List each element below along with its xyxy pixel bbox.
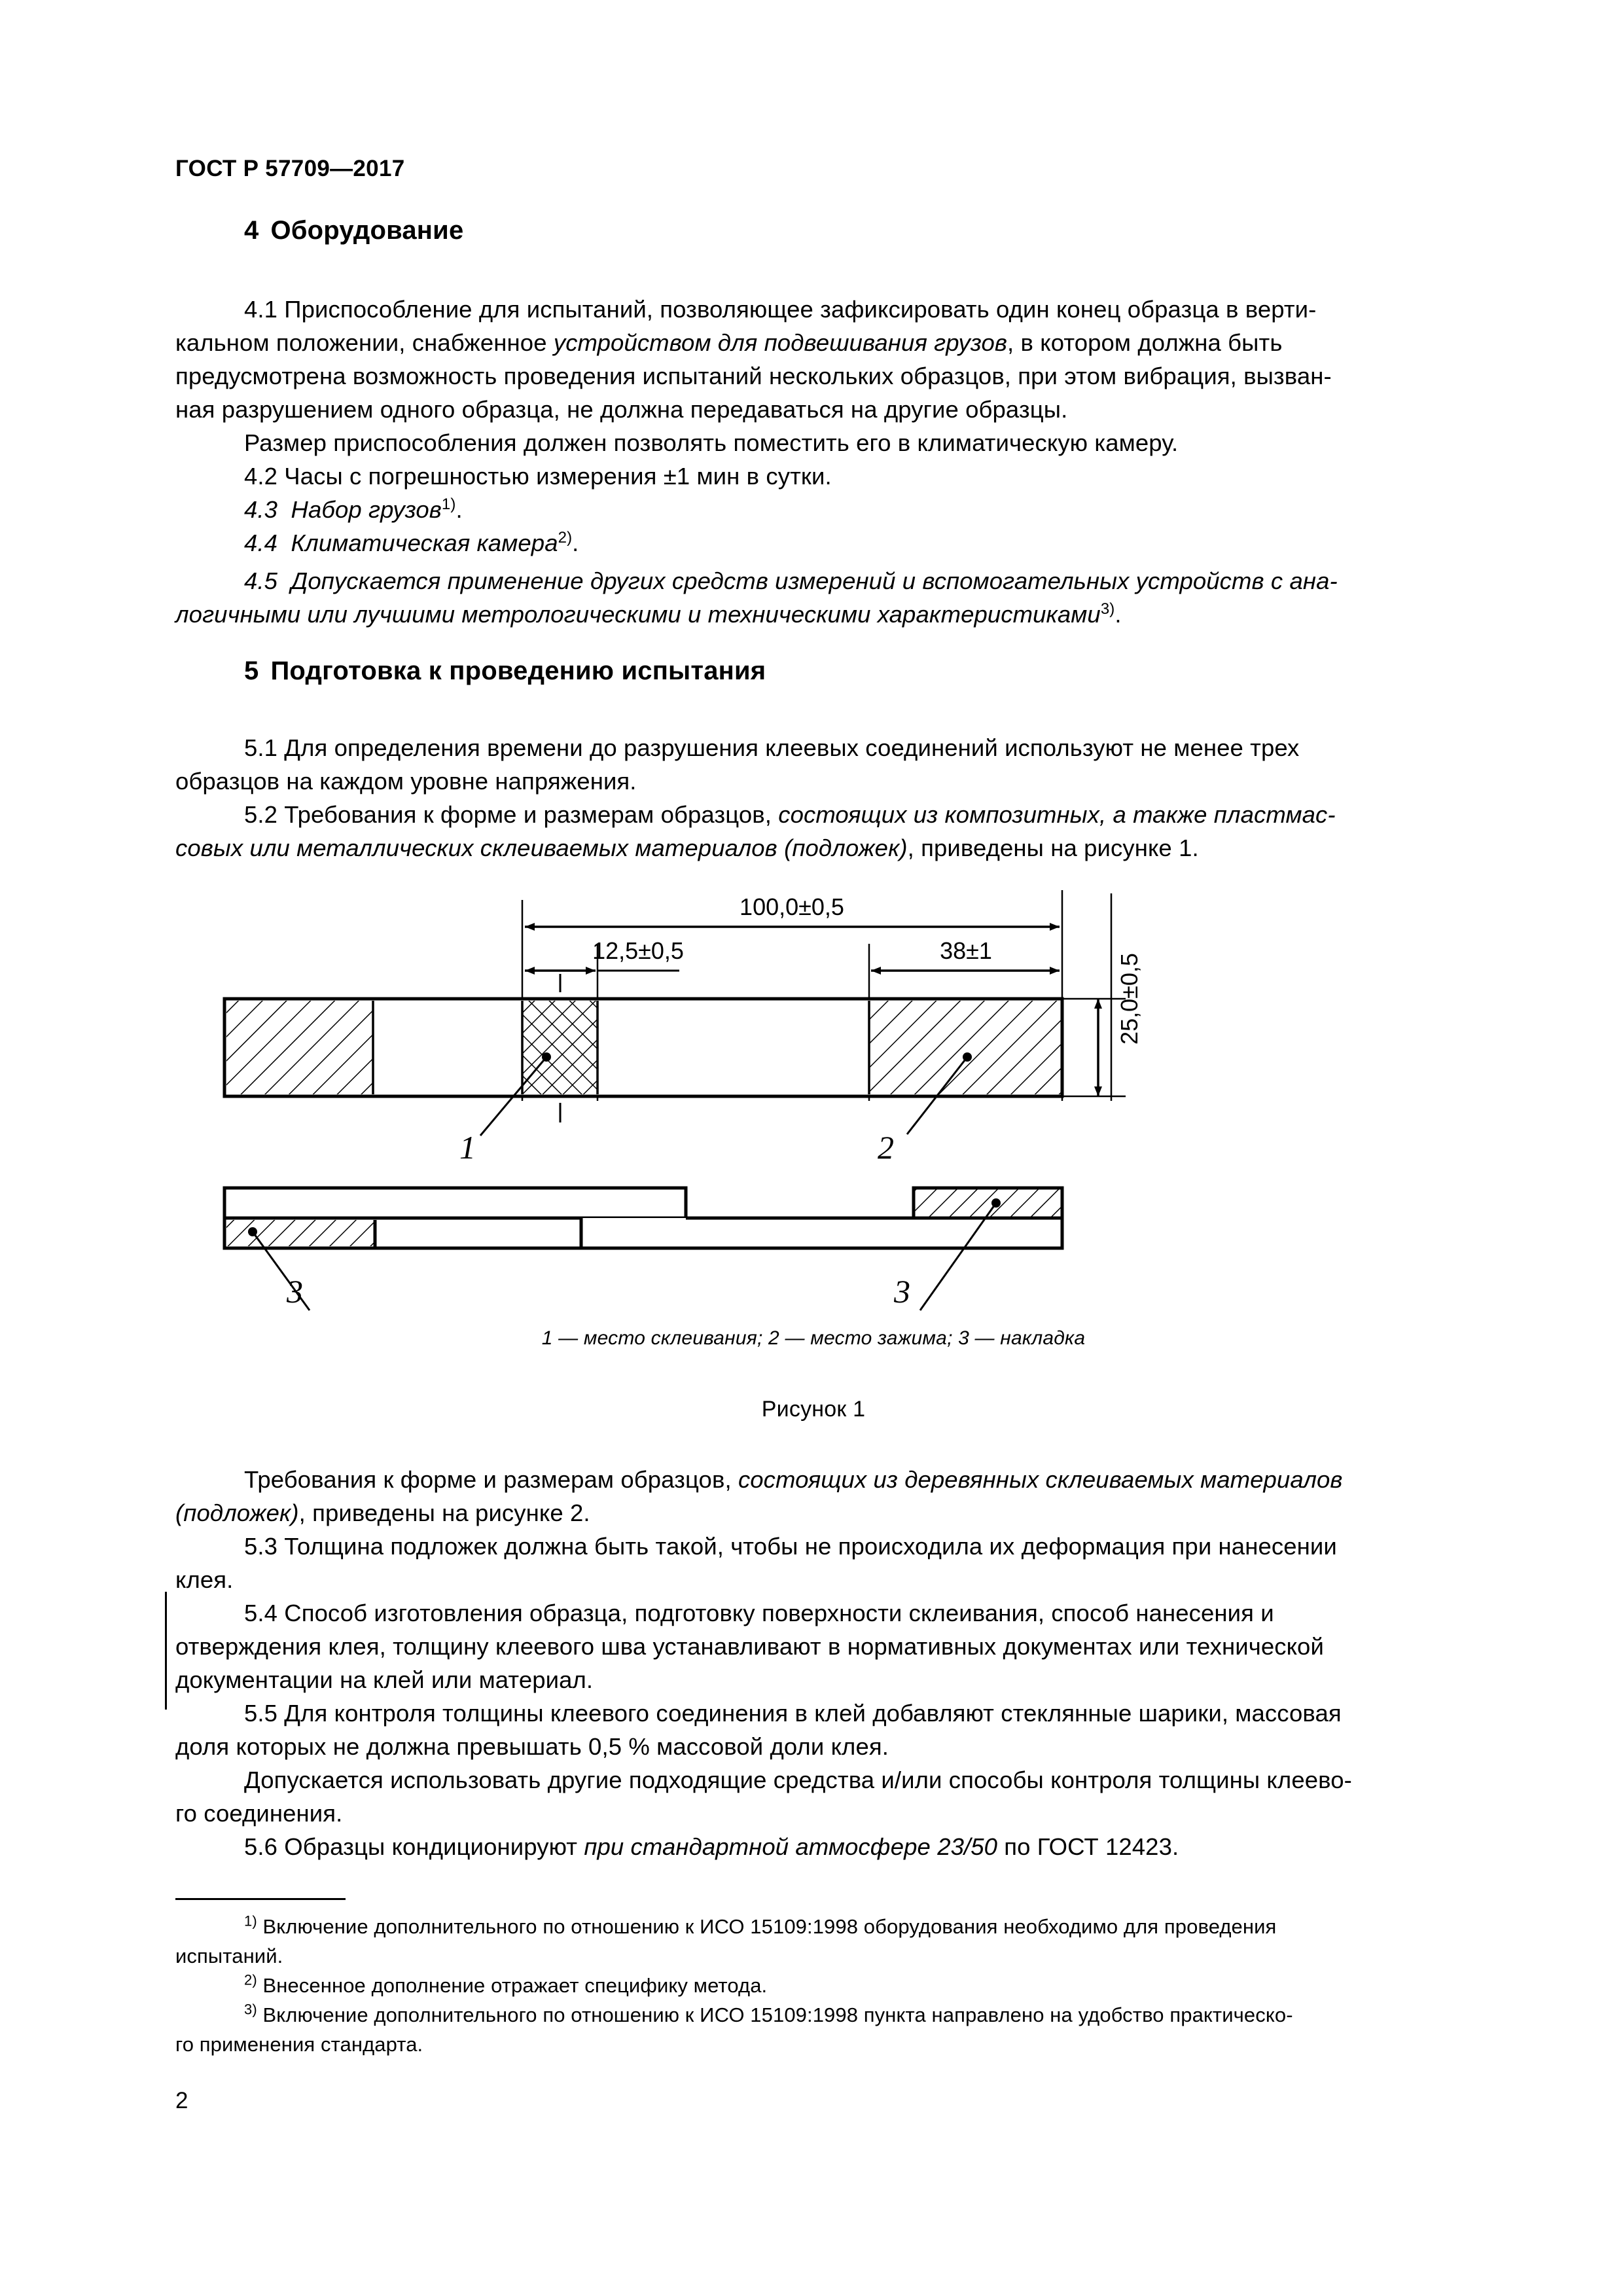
p52-line1-a: 5.2 Требования к форме и размерам образцов,	[244, 801, 779, 828]
p44-number: 4.4	[244, 529, 278, 556]
section-4-number: 4	[244, 216, 259, 245]
p41-line2	[175, 326, 1452, 359]
running-head: ГОСТ Р 57709—2017	[175, 156, 405, 181]
footnote-1-marker: 1)	[244, 1912, 257, 1929]
paragraph-5-6	[175, 1830, 1452, 1863]
p54-line1: 5.4 Способ изготовления образца, подготовку поверхности склеивания, способ нанесения и	[244, 1600, 1274, 1626]
paragraph-4-4	[175, 526, 1452, 560]
footnote-2-marker: 2)	[244, 1971, 257, 1988]
p45-footnote-marker: 3)	[1100, 600, 1115, 618]
dim-label-overall: 100,0±0,5	[740, 893, 844, 920]
section-5-heading	[175, 656, 1452, 686]
p53-line2: клея.	[175, 1566, 234, 1593]
p52-line1	[175, 798, 1452, 831]
section-5-title: Подготовка к проведению испытания	[270, 656, 766, 685]
paragraph-4-3	[175, 493, 1452, 526]
revision-change-bar	[165, 1592, 167, 1710]
figure-1-legend	[175, 1327, 1452, 1350]
p55-line2: доля которых не должна превышать 0,5 % массовой доли клея.	[175, 1733, 889, 1760]
callout-3-left: 3	[287, 1273, 303, 1310]
p54-line2: отверждения клея, толщину клеевого шва устанавливают в нормативных документах или технической	[175, 1633, 1324, 1660]
p45-italic-a: Допускается применение других средств измерений и вспомогательных устройств с ана-	[291, 567, 1338, 594]
p52b-line1-a: Требования к форме и размерам образцов,	[244, 1466, 738, 1493]
p44-tail: .	[572, 529, 579, 556]
section-4-block	[175, 216, 1452, 245]
p53-line1: 5.3 Толщина подложек должна быть такой, чтобы не происходила их деформация при нанесении	[244, 1533, 1337, 1560]
p43-italic-text: Набор грузов	[291, 496, 442, 523]
p54-line3: документации на клей или материал.	[175, 1666, 594, 1693]
p45-line2	[175, 598, 1452, 631]
dim-label-clamp: 38±1	[940, 937, 992, 964]
side-upper-adherend	[224, 1188, 686, 1218]
p41-line1: 4.1 Приспособление для испытаний, позволяющее зафиксировать один конец образца в верти-	[244, 296, 1317, 323]
footnote-2-text: Внесенное дополнение отражает специфику метода.	[257, 1974, 768, 1997]
p52b-line2-italic: (подложек)	[175, 1499, 299, 1526]
p43-footnote-marker: 1)	[441, 495, 456, 513]
p51-line1: 5.1 Для определения времени до разрушения клеевых соединений используют не менее трех	[244, 734, 1300, 761]
footnote-2-line1	[175, 1971, 1452, 2000]
paragraph-5-5	[175, 1696, 1452, 1830]
footnote-1	[175, 1912, 1452, 1971]
p52-line2-italic2: совых или металлических склеиваемых материалов (подложек)	[175, 834, 908, 861]
dim-label-bond: 12,5±0,5	[592, 937, 684, 964]
paragraph-4-5	[175, 564, 1452, 631]
paragraph-5-2	[175, 798, 1452, 865]
p56-line1-a: 5.6 Образцы кондиционируют	[244, 1833, 584, 1860]
p45-tail: .	[1115, 601, 1122, 628]
footnote-3-marker: 3)	[244, 2001, 257, 2018]
paragraph-5-4	[175, 1596, 1452, 1696]
p52b-line1-italic: состоящих из деревянных склеиваемых материалов	[738, 1466, 1343, 1493]
dim-label-height: 25,0±0,5	[1116, 953, 1143, 1045]
callout-1: 1	[459, 1129, 476, 1166]
p52b-line2-b: , приведены на рисунке 2.	[298, 1499, 590, 1526]
p55-line1: 5.5 Для контроля толщины клеевого соединения в клей добавляют стеклянные шарики, массовая	[244, 1700, 1342, 1727]
p52b-line1	[175, 1463, 1452, 1496]
section-4-heading	[175, 216, 1452, 245]
p44-footnote-marker: 2)	[558, 528, 573, 547]
p41-line4: ная разрушением одного образца, не должна передаваться на другие образцы.	[175, 396, 1068, 423]
p43-tail: .	[455, 496, 463, 523]
figure-1-legend-text: 1 — место склеивания; 2 — место зажима; 3 — накладка	[541, 1327, 1086, 1349]
p45-number: 4.5	[244, 567, 278, 594]
p45-italic-b: логичными или лучшими метрологическими и техническими характеристиками	[175, 601, 1101, 628]
paragraph-5-3	[175, 1530, 1452, 1596]
paragraph-5-2-cont	[175, 1463, 1452, 1530]
p55-line3: Допускается использовать другие подходящие средства и/или способы контроля толщины клеево-	[244, 1767, 1352, 1793]
p52b-line2	[175, 1496, 1452, 1530]
footnote-1-text: Включение дополнительного по отношению к ИСО 15109:1998 оборудования необходимо для проведения	[257, 1915, 1277, 1938]
p55-line4: го соединения.	[175, 1800, 343, 1827]
p43-number: 4.3	[244, 496, 278, 523]
clamp-area-hatch	[869, 1001, 1061, 1094]
footnote-3	[175, 2000, 1452, 2059]
p44-italic-text: Климатическая камера	[291, 529, 558, 556]
p52-line2-b: , приведены на рисунке 1.	[907, 834, 1199, 861]
figure-1-caption: Рисунок 1	[761, 1397, 866, 1422]
p41-line2-italic: устройством для подвешивания грузов	[553, 329, 1008, 356]
footnote-separator	[175, 1898, 346, 1900]
p56-line1	[175, 1830, 1452, 1863]
p52-line1-italic: состоящих из композитных, а также пластмас-	[778, 801, 1336, 828]
p52-line2	[175, 831, 1452, 865]
p42-line1: 4.2 Часы с погрешностью измерения ±1 мин в сутки.	[244, 463, 832, 490]
figure-1-drawing	[175, 870, 1452, 1322]
footnote-1-line1	[175, 1912, 1452, 1941]
section-5-number: 5	[244, 656, 259, 685]
footnote-1-line2: испытаний.	[175, 1945, 283, 1967]
footnote-3-line1	[175, 2000, 1452, 2030]
p41-line5: Размер приспособления должен позволять поместить его в климатическую камеру.	[244, 429, 1179, 456]
p56-line1-italic: при стандартной атмосфере 23/50	[584, 1833, 998, 1860]
figure-1-block	[175, 870, 1452, 1422]
footnote-3-text: Включение дополнительного по отношению к ИСО 15109:1998 пункта направлено на удобство практическо-	[257, 2003, 1293, 2026]
p44-line1	[175, 526, 1452, 560]
p45-line1	[175, 564, 1452, 598]
paragraph-4-1	[175, 293, 1452, 459]
section-4-title: Оборудование	[270, 216, 464, 245]
bond-area-hatch	[522, 1001, 597, 1094]
callout-2: 2	[878, 1129, 894, 1166]
p56-line1-b: по ГОСТ 12423.	[997, 1833, 1179, 1860]
p43-line1	[175, 493, 1452, 526]
p41-line2-b: , в котором должна быть	[1007, 329, 1283, 356]
p41-line2-a: кальном положении, снабженное	[175, 329, 554, 356]
p41-line3: предусмотрена возможность проведения испытаний нескольких образцов, при этом вибрация, вызван-	[175, 363, 1332, 389]
paragraph-5-1	[175, 731, 1452, 798]
technical-drawing-svg	[175, 870, 1452, 1322]
callout-3-right: 3	[894, 1273, 910, 1310]
specimen-left-hatch	[226, 1001, 373, 1094]
p51-line2: образцов на каждом уровне напряжения.	[175, 768, 637, 795]
section-5-block	[175, 656, 1452, 686]
footnote-3-line2: го применения стандарта.	[175, 2033, 423, 2056]
page-number: 2	[175, 2088, 188, 2113]
footnote-2	[175, 1971, 1452, 2000]
paragraph-4-2	[175, 459, 1452, 493]
